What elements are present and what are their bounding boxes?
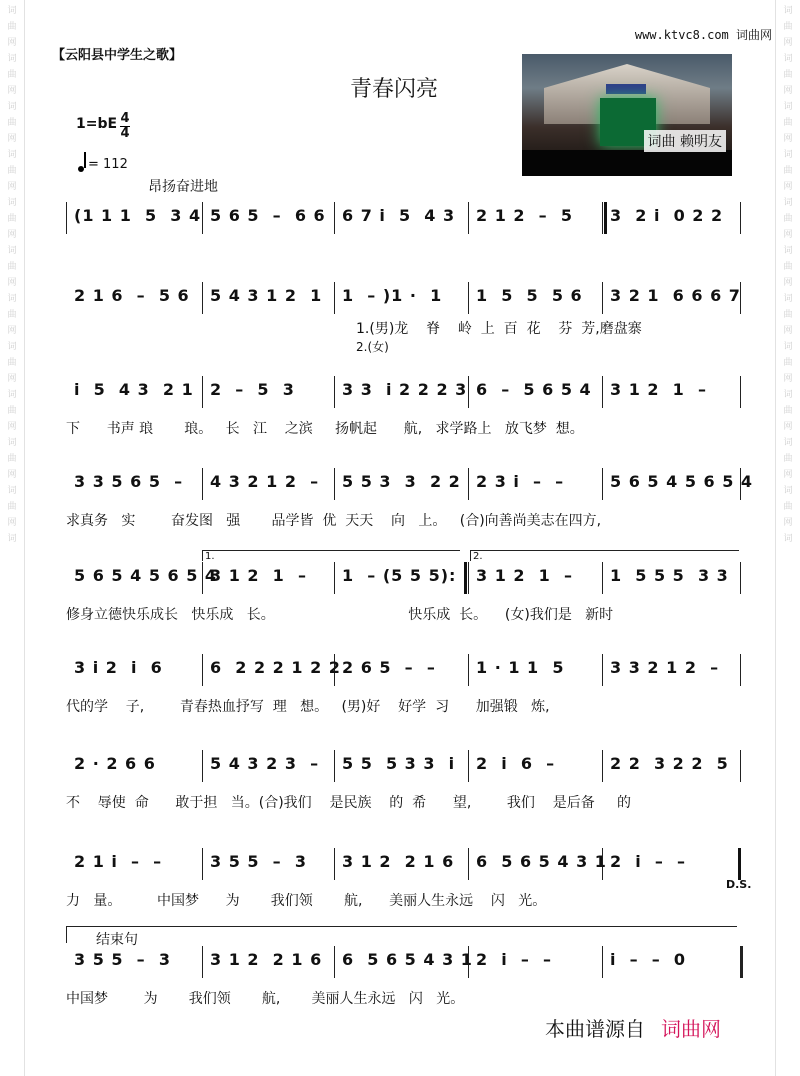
volta-second: 2. <box>470 550 739 561</box>
bar-line <box>602 376 603 408</box>
measure-notes: 2 i – – <box>610 852 687 871</box>
bar-line <box>334 282 335 314</box>
watermark-text: 网 <box>7 518 17 528</box>
watermark-text: 曲 <box>783 310 793 320</box>
repeat-end-bar <box>464 562 467 594</box>
bar-line <box>602 654 603 686</box>
series-label: 【云阳县中学生之歌】 <box>52 48 183 63</box>
bar-line <box>602 202 603 234</box>
source-footer: 本曲谱源自 词曲网 <box>545 1017 721 1041</box>
watermark-text: 网 <box>783 470 793 480</box>
watermark-text: 曲 <box>7 358 17 368</box>
bar-line <box>602 282 603 314</box>
measure-notes: 2 i 6 – <box>476 754 556 773</box>
quarter-note-icon <box>78 166 84 172</box>
measure-notes: 3 1 2 1 – <box>610 380 707 399</box>
watermark-text: 曲 <box>7 310 17 320</box>
bar-line <box>602 468 603 500</box>
bar-line <box>202 654 203 686</box>
bar-line <box>202 946 203 978</box>
watermark-text: 网 <box>7 182 17 192</box>
cover-photo <box>522 54 732 176</box>
watermark-text: 词 <box>7 246 17 256</box>
watermark-text: 词 <box>7 198 17 208</box>
bar-line <box>468 750 469 782</box>
measure-notes: 1 · 1 1 5 <box>476 658 565 677</box>
watermark-text: 网 <box>783 374 793 384</box>
measure-notes: 6 2 2 2 1 2 2 <box>210 658 341 677</box>
measure-notes: 5 4 3 2 3 – <box>210 754 320 773</box>
watermark-text: 网 <box>7 230 17 240</box>
measure-notes: 1 – )1 · 1 <box>342 286 443 305</box>
measure-notes: 3 1 2 2 1 6 <box>342 852 455 871</box>
ending-label: 结束句 <box>96 932 138 948</box>
measure-notes: (1 1 1 5 3 4 <box>74 206 202 225</box>
bar-line <box>740 562 741 594</box>
watermark-text: 网 <box>7 38 17 48</box>
watermark-text: 网 <box>783 86 793 96</box>
score-row <box>66 950 740 1007</box>
watermark-text: 词 <box>783 6 793 16</box>
lyric-line: 下 书声 琅 琅。 长 江 之滨 扬帆起 航, 求学路上 放飞梦 想。 <box>66 421 584 437</box>
watermark-text: 词 <box>7 342 17 352</box>
watermark-text: 曲 <box>783 502 793 512</box>
bar-line <box>66 202 67 234</box>
watermark-text: 网 <box>7 86 17 96</box>
watermark-text: 曲 <box>7 118 17 128</box>
measure-notes: 3 1 2 1 – <box>210 566 307 585</box>
bar-line <box>334 376 335 408</box>
watermark-text: 网 <box>783 278 793 288</box>
measure-notes: 3 1 2 1 – <box>476 566 573 585</box>
bar-line <box>740 654 741 686</box>
bar-line <box>602 946 603 978</box>
measure-notes: 3 1 2 2 1 6 <box>210 950 323 969</box>
watermark-text: 曲 <box>783 166 793 176</box>
watermark-text: 网 <box>783 422 793 432</box>
bar-line <box>202 750 203 782</box>
watermark-text: 曲 <box>783 214 793 224</box>
measure-notes: 5 5 3 3 2 2 <box>342 472 461 491</box>
bar-line <box>202 282 203 314</box>
watermark-text: 曲 <box>783 406 793 416</box>
measure-notes: 5 6 5 – 6 6 <box>210 206 326 225</box>
crowd-silhouette <box>522 150 732 176</box>
lyric-line: 修身立德快乐成长 快乐成 长。 快乐成 长。 (女)我们是 新时 <box>66 607 614 623</box>
watermark-text: 网 <box>7 134 17 144</box>
site-url: www.ktvc8.com 词曲网 <box>634 28 772 42</box>
measure-notes: 2 6 5 – – <box>342 658 436 677</box>
measure-notes: 6 7 i 5 4 3 <box>342 206 456 225</box>
bar-line <box>468 282 469 314</box>
watermark-text: 网 <box>7 470 17 480</box>
watermark-text: 曲 <box>7 214 17 224</box>
watermark-text: 词 <box>7 294 17 304</box>
watermark-text: 词 <box>7 486 17 496</box>
measure-notes: 3 3 5 6 5 – <box>74 472 184 491</box>
lyric-line: 2.(女) <box>356 340 389 354</box>
measure-notes: i – – 0 <box>610 950 687 969</box>
measure-notes: 6 – 5 6 5 4 <box>476 380 592 399</box>
watermark-text: 词 <box>783 534 793 544</box>
watermark-text: 网 <box>783 326 793 336</box>
watermark-text: 曲 <box>7 454 17 464</box>
watermark-text: 曲 <box>783 454 793 464</box>
watermark-text: 词 <box>783 102 793 112</box>
bar-line <box>334 848 335 880</box>
watermark-text: 曲 <box>783 118 793 128</box>
bar-line <box>740 750 741 782</box>
measure-notes: 2 1 2 – 5 <box>476 206 573 225</box>
bar-line <box>202 468 203 500</box>
bar-line <box>334 750 335 782</box>
bar-line <box>202 376 203 408</box>
key-signature: 1=bE <box>76 116 118 132</box>
measure-notes: 2 – 5 3 <box>210 380 295 399</box>
score-row <box>66 551 740 623</box>
lyric-line: 1.(男)龙 脊 岭 上 百 花 芬 芳,磨盘寨 <box>356 321 642 337</box>
watermark-text: 词 <box>783 342 793 352</box>
watermark-text: 网 <box>783 134 793 144</box>
measure-notes: 3 3 i 2 2 2 3 <box>342 380 468 399</box>
watermark-text: 网 <box>7 422 17 432</box>
watermark-text: 词 <box>783 294 793 304</box>
left-watermark-strip <box>0 0 25 1076</box>
measure-notes: 6 5 6 5 4 3 1 <box>476 852 607 871</box>
lyric-line: 中国梦 为 我们领 航, 美丽人生永远 闪 光。 <box>66 991 465 1007</box>
watermark-text: 词 <box>7 534 17 544</box>
bar-line <box>468 654 469 686</box>
bar-line <box>468 562 469 594</box>
lyric-line: 求真务 实 奋发图 强 品学皆 优 天天 向 上。 (合)向善尚美志在四方, <box>66 513 602 529</box>
watermark-text: 网 <box>7 278 17 288</box>
lyric-line: 代的学 子, 青春热血抒写 理 想。 (男)好 好学 习 加强锻 炼, <box>66 699 550 715</box>
bar-line <box>468 848 469 880</box>
score-row <box>66 852 752 909</box>
bar-line <box>468 468 469 500</box>
score-row <box>66 472 754 529</box>
measure-notes: 5 4 3 1 2 1 <box>210 286 323 305</box>
measure-notes: 3 3 2 1 2 – <box>610 658 720 677</box>
watermark-text: 曲 <box>783 262 793 272</box>
measure-notes: 1 5 5 5 6 <box>476 286 583 305</box>
watermark-text: 网 <box>783 230 793 240</box>
watermark-text: 曲 <box>7 70 17 80</box>
photo-caption: 词曲 赖明友 <box>644 130 726 152</box>
measure-notes: 2 2 3 2 2 5 <box>610 754 729 773</box>
volta-first: 1. <box>202 550 460 561</box>
bar-line <box>202 848 203 880</box>
watermark-text: 词 <box>783 486 793 496</box>
watermark-text: 网 <box>783 518 793 528</box>
right-watermark-strip <box>775 0 800 1076</box>
measure-notes: 5 6 5 4 5 6 5 4 <box>74 566 218 585</box>
watermark-text: 词 <box>7 54 17 64</box>
measure-notes: 3 2 1 6 6 6 7 <box>610 286 741 305</box>
watermark-text: 网 <box>7 374 17 384</box>
measure-notes: 2 1 6 – 5 6 <box>74 286 190 305</box>
measure-notes: 3 i 2 i 6 <box>74 658 163 677</box>
measure-notes: 6 5 6 5 4 3 1 <box>342 950 473 969</box>
watermark-text: 词 <box>783 438 793 448</box>
ending-bracket <box>66 926 737 943</box>
lyric-line: 不 辱使 命 敢于担 当。(合)我们 是民族 的 希 望, 我们 是后备 的 <box>66 795 631 811</box>
bar-line <box>468 376 469 408</box>
final-bar <box>738 848 741 880</box>
measure-notes: 3 5 5 – 3 <box>74 950 171 969</box>
watermark-text: 词 <box>783 246 793 256</box>
bar-line <box>602 562 603 594</box>
measure-notes: 4 3 2 1 2 – <box>210 472 320 491</box>
watermark-text: 词 <box>783 150 793 160</box>
watermark-text: 曲 <box>783 22 793 32</box>
watermark-text: 词 <box>783 54 793 64</box>
measure-notes: 3 2 i 0 2 2 <box>610 206 724 225</box>
bar-line <box>740 202 741 234</box>
watermark-text: 词 <box>7 438 17 448</box>
watermark-text: 曲 <box>7 262 17 272</box>
bar-line <box>334 202 335 234</box>
gate-plaque <box>606 84 646 94</box>
watermark-text: 曲 <box>7 502 17 512</box>
watermark-text: 曲 <box>7 166 17 176</box>
score-row <box>66 206 740 236</box>
watermark-text: 词 <box>7 150 17 160</box>
score-row <box>66 286 741 354</box>
tempo-marking: = 112 <box>78 152 128 172</box>
expression-mark: 昂扬奋进地 <box>148 179 218 195</box>
measure-notes: 2 · 2 6 6 <box>74 754 156 773</box>
bar-line <box>334 468 335 500</box>
ds-marking: D.S. <box>726 878 752 891</box>
watermark-text: 词 <box>7 6 17 16</box>
score-row <box>66 380 740 437</box>
watermark-text: 网 <box>7 326 17 336</box>
bar-line <box>334 562 335 594</box>
watermark-text: 网 <box>783 38 793 48</box>
watermark-text: 曲 <box>783 70 793 80</box>
measure-notes: 5 6 5 4 5 6 5 4 <box>610 472 754 491</box>
measure-notes: 2 i – – <box>476 950 553 969</box>
bar-line <box>740 946 743 978</box>
measure-notes: 1 5 5 5 3 3 <box>610 566 729 585</box>
segno-bar <box>604 202 607 234</box>
bar-line <box>202 202 203 234</box>
watermark-text: 曲 <box>7 406 17 416</box>
measure-notes: i 5 4 3 2 1 <box>74 380 194 399</box>
song-title: 青春闪亮 <box>350 77 439 102</box>
watermark-text: 曲 <box>783 358 793 368</box>
measure-notes: 2 3 i – – <box>476 472 565 491</box>
watermark-text: 曲 <box>7 22 17 32</box>
measure-notes: 5 5 5 3 3 i <box>342 754 456 773</box>
measure-notes: 2 1 i – – <box>74 852 163 871</box>
bar-line <box>602 750 603 782</box>
bar-line <box>468 202 469 234</box>
watermark-text: 网 <box>783 182 793 192</box>
measure-notes: 3 5 5 – 3 <box>210 852 307 871</box>
time-signature: 4 4 <box>120 111 130 141</box>
lyric-line: 力 量。 中国梦 为 我们领 航, 美丽人生永远 闪 光。 <box>66 893 547 909</box>
score-row <box>66 754 740 811</box>
score-row <box>66 658 740 715</box>
watermark-text: 词 <box>7 390 17 400</box>
measure-notes: 1 – (5 5 5): <box>342 566 457 585</box>
bar-line <box>334 946 335 978</box>
watermark-text: 词 <box>7 102 17 112</box>
watermark-text: 词 <box>783 198 793 208</box>
bar-line <box>740 376 741 408</box>
watermark-text: 词 <box>783 390 793 400</box>
